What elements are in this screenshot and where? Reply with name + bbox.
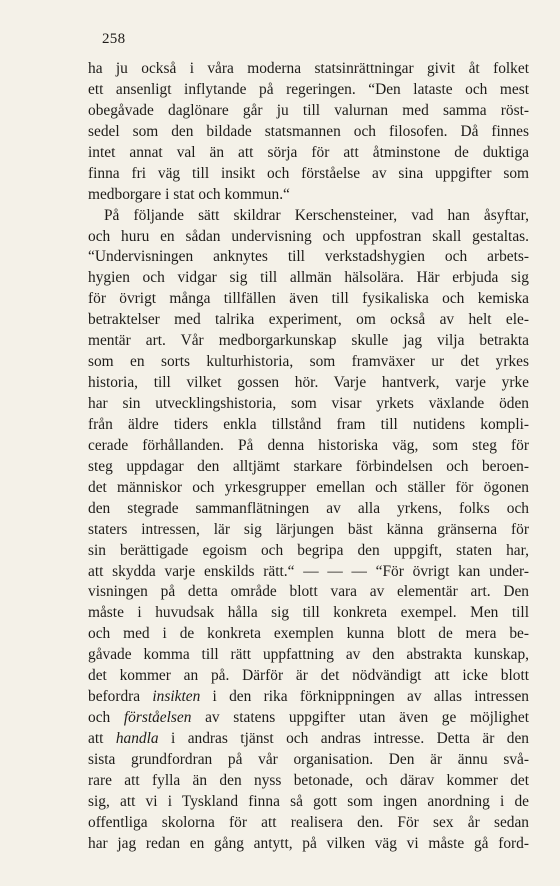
text-line [88,687,529,708]
text-line: det kommer an på. Därför är det nödvändigt att icke blott [88,667,529,685]
text-line: historia, till vilket gossen hör. Varje hantverk, varje yrke [88,374,529,392]
page-number: 258 [102,31,126,47]
emphasized-text: handla [115,730,159,747]
text-line: att skydda varje enskilds rätt.“ — — — “För övrigt kan under- [88,562,529,580]
text-segment: att [88,730,116,747]
text-segment: och [88,709,124,727]
text-line: gåvade komma till rätt uppfattning av den abstrakta kunskap, [88,646,529,664]
text-segment: av statens uppgifter utan även ge möjlighet [191,709,529,727]
text-line: cerade förhållanden. På denna historiska väg, som steg för [88,436,529,454]
text-line: medborgare i stat och kommun.“ [88,185,290,203]
text-line: den stegrade sammanflätningen av alla yrkens, folks och [88,499,529,517]
text-line: sedel som den bildade statsmannen och filosofen. Då finnes [88,122,529,140]
text-line: visningen på detta område blott vara av elementär art. Den [88,583,529,601]
text-line: som en sorts kulturhistoria, som framväxer ur det yrkes [88,353,529,371]
text-line: offentliga skolorna för att realisera den. För sex år sedan [88,813,529,831]
emphasized-text: insikten [152,688,201,706]
text-line: har jag redan en gång antytt, på vilken väg vi måste gå ford- [88,834,529,852]
text-line: “Undervisningen anknytes till verkstadshygien och arbets- [88,248,529,266]
text-line: På följande sätt skildrar Kerschensteiner, vad han åsyftar, [104,206,529,224]
text-line: sista grundfordran på vår organisation. Den är ännu svå- [88,750,529,768]
text-segment: i den rika förknippningen av allas intressen [200,688,529,706]
text-line: från äldre tiders enkla tillstånd fram till nutidens kompli- [88,415,529,433]
text-line [88,729,529,750]
text-line: sig, att vi i Tyskland finna så gott som ingen anordning i de [88,792,529,810]
text-segment: befordra [88,688,153,706]
text-line: staters intressen, lär sig lärjungen bäst känna gränserna för [88,520,529,538]
text-segment: i andras tjänst och andras intresse. Detta är den [158,730,529,747]
text-line: sin berättigade egoism och begripa den uppgift, staten har, [88,541,529,559]
text-line: obegåvade daglönare går ju till valurnan med samma röst- [88,101,529,119]
text-line: ha ju också i våra moderna statsinrättningar givit åt folket [88,60,529,77]
text-line: för övrigt många tillfällen även till fysikaliska och kemiska [88,290,529,308]
body-text [88,59,529,855]
text-line: finna fri väg till insikt och förståelse av sina uppgifter som [88,164,529,182]
text-line: och huru en sådan undervisning och uppfostran skall gestaltas. [88,227,529,245]
text-line [88,708,529,729]
text-line: rare att fylla än den nyss betonade, och därav kommer det [88,771,529,789]
text-line: hygien och vidgar sig till allmän hälsolära. Här erbjuda sig [88,269,529,287]
text-line: steg uppdagar den alltjämt starkare förbindelsen och beroen- [88,457,529,475]
text-line: det människor och yrkesgrupper emellan och ställer för ögonen [88,478,529,496]
text-line: och med i de konkreta exemplen kunna blott de mera be- [88,625,529,643]
text-line: måste i huvudsak hålla sig till konkreta exempel. Men till [88,604,529,622]
text-line: ett ansenligt inflytande på regeringen. “Den lataste och mest [88,80,529,98]
text-line: har sin utvecklingshistoria, som visar yrkets växlande öden [88,395,529,412]
text-line: mentär art. Vår medborgarkunskap skulle jag vilja betrakta [88,332,529,350]
text-line: betraktelser med talrika experiment, om också av helt ele- [88,311,529,329]
emphasized-text: förståelsen [123,709,192,727]
text-line: intet annat val än att sörja för att åtminstone de duktiga [88,143,529,161]
